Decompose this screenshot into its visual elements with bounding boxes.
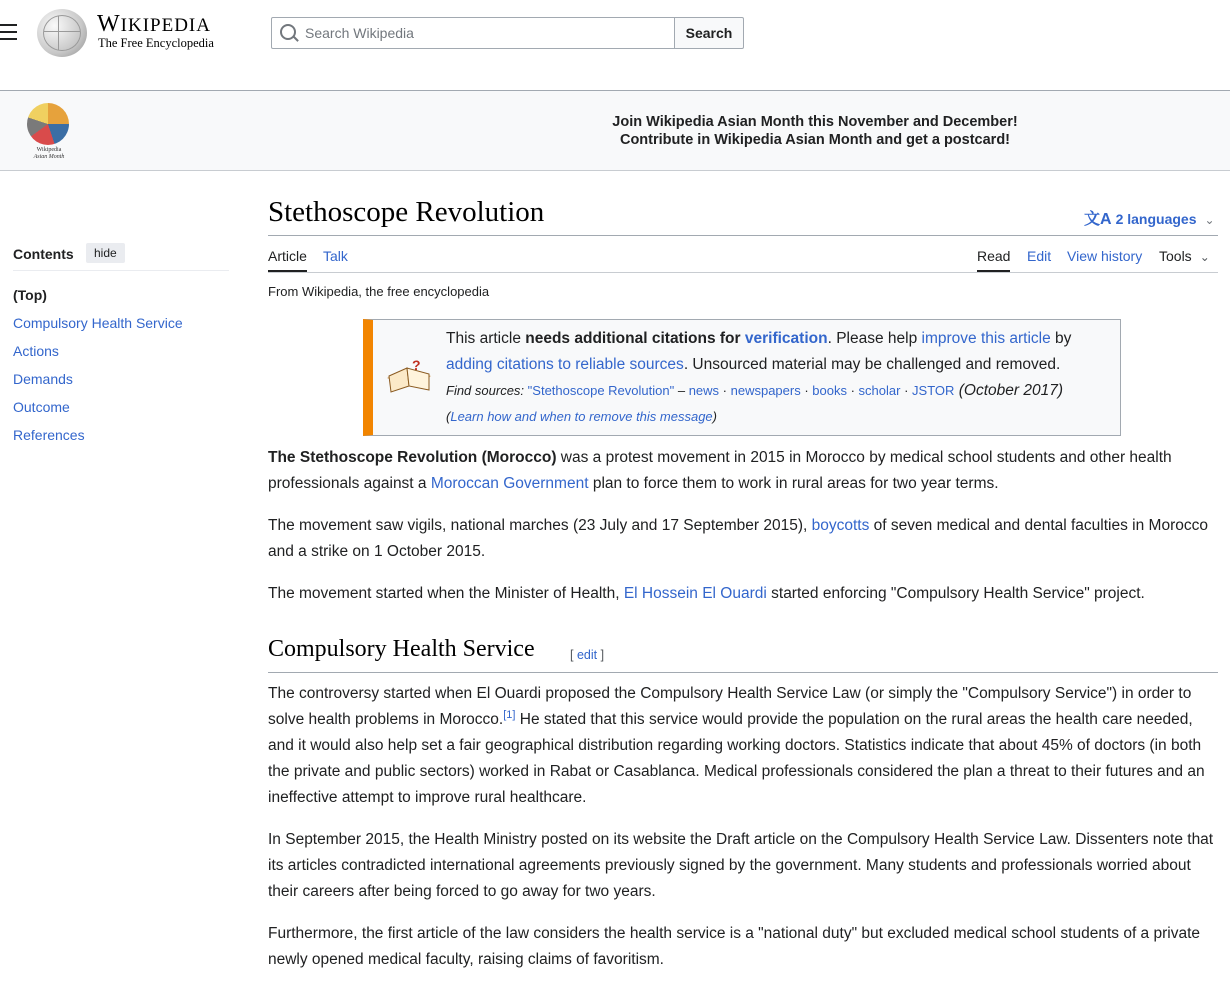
- main-menu-icon[interactable]: [0, 24, 17, 40]
- tab-view-history[interactable]: View history: [1067, 248, 1143, 264]
- find-newspapers-link[interactable]: newspapers: [730, 383, 801, 398]
- boycotts-link[interactable]: boycotts: [811, 517, 870, 534]
- toc-title: Contents: [13, 246, 74, 262]
- central-notice-banner: [0, 90, 1230, 171]
- section-paragraph-1: The controversy started when El Ouardi proposed the Compulsory Health Service Law (or simply the "Compulsory Service") in order to solve health problems in Morocco.[1] He stated that this service would provide the population on the rural areas the health care needed, and it would also help set a fair geographical distribution regarding working doctors. Statistics indicate that about 45% of doctors (in both the private and public sectors) worked in Rabat or Casablanca. Medical professionals considered the plan a threat to their futures and an ineffective attempt to improve rural healthcare.: [268, 685, 1205, 806]
- section-edit-link[interactable]: [ edit ]: [570, 648, 605, 662]
- language-button[interactable]: 文A 2 languages ⌄: [1084, 211, 1215, 228]
- improve-article-link[interactable]: improve this article: [921, 330, 1051, 347]
- find-books-link[interactable]: books: [812, 383, 847, 398]
- verification-link[interactable]: verification: [744, 330, 828, 347]
- find-scholar-link[interactable]: scholar: [858, 383, 901, 398]
- wikipedia-asian-month-logo[interactable]: Wikipedia Asian Month: [22, 103, 76, 163]
- learn-remove-message-link[interactable]: Learn how and when to remove this message: [450, 409, 713, 424]
- search-icon: [280, 24, 296, 40]
- toc-item-outcome[interactable]: Outcome: [13, 399, 70, 415]
- site-header: [0, 0, 1230, 90]
- find-sources-query-link[interactable]: "Stethoscope Revolution": [527, 383, 675, 398]
- tab-edit[interactable]: Edit: [1027, 248, 1052, 264]
- tab-article[interactable]: Article: [268, 248, 307, 272]
- wikipedia-tagline: The Free Encyclopedia: [98, 36, 214, 50]
- toc-item-references[interactable]: References: [13, 427, 85, 443]
- banner-message[interactable]: Join Wikipedia Asian Month this November and December! Contribute in Wikipedia Asian Month and get a postcard!: [612, 114, 1018, 148]
- tools-menu[interactable]: Tools ⌄: [1159, 248, 1210, 264]
- citation-needed-notice: ? This article needs additional citations for verification. Please help improve this article by adding citations to reliable sources. Unsourced material may be challenged and removed. Find sources: "Stethoscope Revolution" – news · newspapers · books · scholar · JSTOR (October 2017) (Learn how and when to remove this message): [363, 319, 1121, 436]
- adding-citations-link[interactable]: adding citations to reliable sources: [446, 356, 684, 373]
- reference-1-link[interactable]: [1]: [503, 708, 516, 721]
- page-tabs: [268, 246, 1218, 272]
- search-box[interactable]: [271, 17, 675, 49]
- page-title: Stethoscope Revolution: [268, 196, 545, 228]
- toc-item-compulsory-health-service[interactable]: Compulsory Health Service: [13, 315, 183, 331]
- lead-paragraph-1: The Stethoscope Revolution (Morocco) was a protest movement in 2015 in Morocco by medical school students and other health professionals against a Moroccan Government plan to force them to work in rural areas for two year terms.: [268, 449, 1172, 492]
- toc-hide-button[interactable]: hide: [86, 243, 125, 263]
- lead-paragraph-2: The movement saw vigils, national marches (23 July and 17 September 2015), boycotts of seven medical and dental faculties in Morocco and a strike on 1 October 2015.: [268, 517, 1208, 560]
- svg-text:?: ?: [412, 357, 421, 373]
- find-jstor-link[interactable]: JSTOR: [912, 383, 955, 398]
- find-news-link[interactable]: news: [688, 383, 720, 398]
- language-icon: 文A: [1084, 211, 1112, 228]
- lead-paragraph-3: The movement started when the Minister of Health, El Hossein El Ouardi started enforcing "Compulsory Health Service" project.: [268, 585, 1145, 602]
- search-button[interactable]: Search: [674, 17, 744, 49]
- table-of-contents: [13, 240, 229, 449]
- section-paragraph-3: Furthermore, the first article of the law considers the health service is a "national duty" but excluded medical school students of a private newly opened medical faculty, raising claims of favoritism.: [268, 925, 1201, 968]
- site-subtitle: From Wikipedia, the free encyclopedia: [268, 284, 490, 299]
- moroccan-government-link[interactable]: Moroccan Government: [430, 475, 589, 492]
- chevron-down-icon: ⌄: [1199, 250, 1210, 264]
- search-input[interactable]: [305, 24, 665, 42]
- section-paragraph-2: In September 2015, the Health Ministry posted on its website the Draft article on the Compulsory Health Service Law. Dissenters note that its articles contradicted international agreements previously signed by the government. Many students and professionals worried about their careers after being forced to go away for two years.: [268, 831, 1214, 900]
- tab-talk[interactable]: Talk: [323, 248, 348, 264]
- toc-item-demands[interactable]: Demands: [13, 371, 73, 387]
- section-heading-compulsory-health-service: Compulsory Health Service [ edit ]: [268, 636, 1218, 673]
- notice-date: (October 2017): [958, 382, 1063, 399]
- wikipedia-wordmark[interactable]: WIKIPEDIA: [97, 11, 211, 37]
- wikipedia-globe-logo[interactable]: [37, 9, 87, 57]
- el-hossein-el-ouardi-link[interactable]: El Hossein El Ouardi: [623, 585, 767, 602]
- toc-item-actions[interactable]: Actions: [13, 343, 59, 359]
- toc-item-top[interactable]: (Top): [13, 287, 47, 303]
- tab-read[interactable]: Read: [977, 248, 1010, 272]
- question-book-icon: [385, 356, 433, 396]
- chevron-down-icon: ⌄: [1204, 213, 1215, 227]
